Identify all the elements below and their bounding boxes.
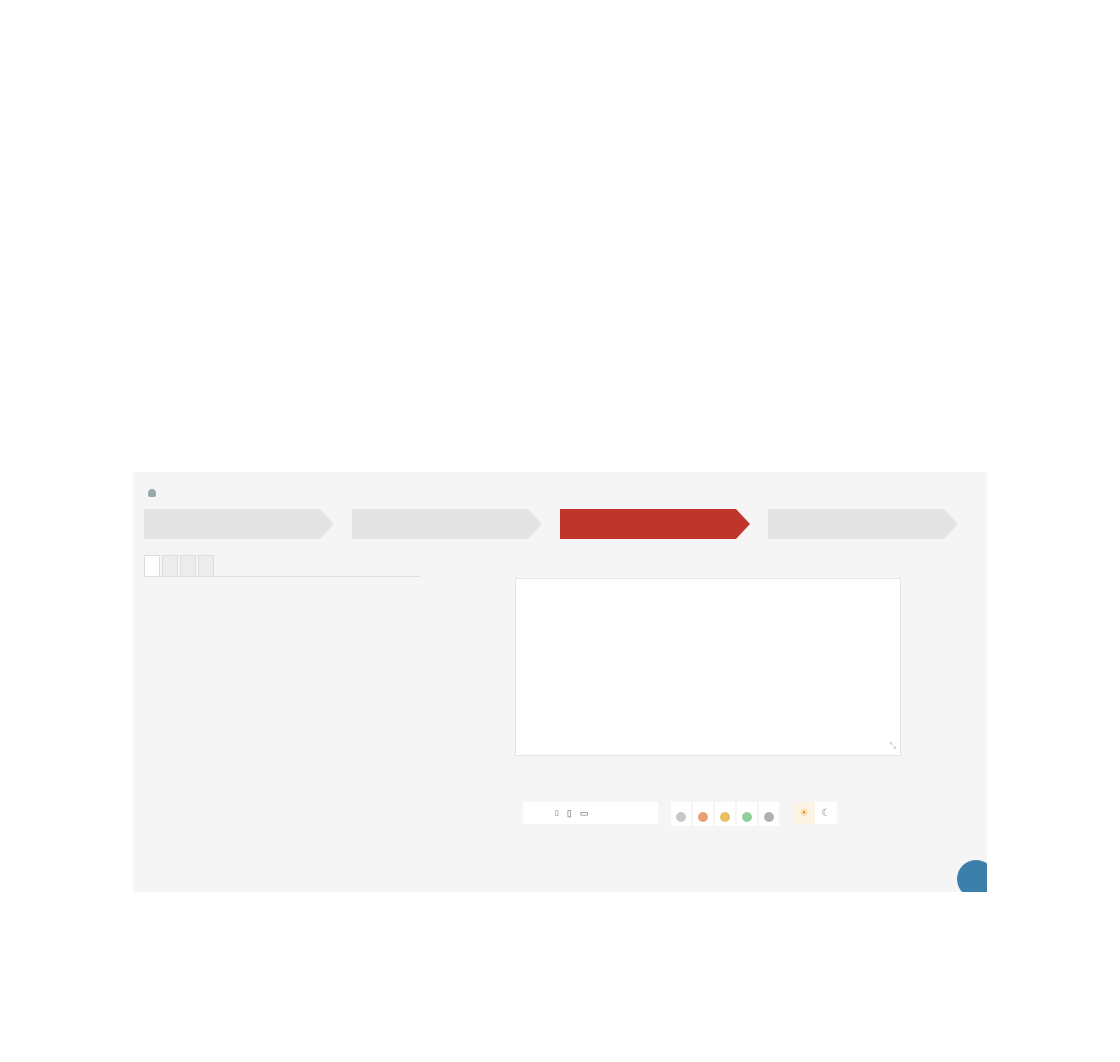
tab-annotate[interactable] xyxy=(180,555,196,577)
step-visualize[interactable] xyxy=(560,509,750,539)
step-upload-data[interactable] xyxy=(144,509,334,539)
user-icon xyxy=(148,489,156,497)
colorblind-none[interactable] xyxy=(671,802,691,826)
size-controls xyxy=(523,802,658,824)
tab-divider xyxy=(144,576,420,577)
sidebar-tabs xyxy=(144,555,216,577)
datawrapper-screenshot xyxy=(133,472,987,892)
colorblind-options xyxy=(671,802,779,826)
tab-layout[interactable] xyxy=(198,555,214,577)
tab-refine[interactable] xyxy=(162,555,178,577)
palette-icon xyxy=(698,812,708,822)
step-check-describe[interactable] xyxy=(352,509,542,539)
workflow-steps xyxy=(144,509,984,539)
archive-info xyxy=(144,488,159,498)
colorblind-achr[interactable] xyxy=(759,802,779,826)
help-button[interactable] xyxy=(957,860,987,892)
dark-mode-toggle xyxy=(793,802,837,824)
phone-icon[interactable]: ▯ xyxy=(566,807,572,818)
tab-chart-type[interactable] xyxy=(144,555,160,577)
palette-icon xyxy=(764,812,774,822)
range-plot xyxy=(516,603,902,753)
desktop-icon[interactable]: ▭ xyxy=(579,807,589,818)
colorblind-trit[interactable] xyxy=(737,802,757,826)
palette-icon xyxy=(676,812,686,822)
step-publish-embed[interactable] xyxy=(768,509,958,539)
colorblind-deut[interactable] xyxy=(693,802,713,826)
colorblind-prot[interactable] xyxy=(715,802,735,826)
resize-handle-icon[interactable]: ⤡ xyxy=(889,741,896,750)
sun-icon[interactable]: ☀ xyxy=(793,802,815,824)
phone-small-icon[interactable]: ▯ xyxy=(555,810,559,817)
chart-preview xyxy=(515,578,901,756)
palette-icon xyxy=(742,812,752,822)
palette-icon xyxy=(720,812,730,822)
moon-icon[interactable]: ☾ xyxy=(815,802,837,824)
